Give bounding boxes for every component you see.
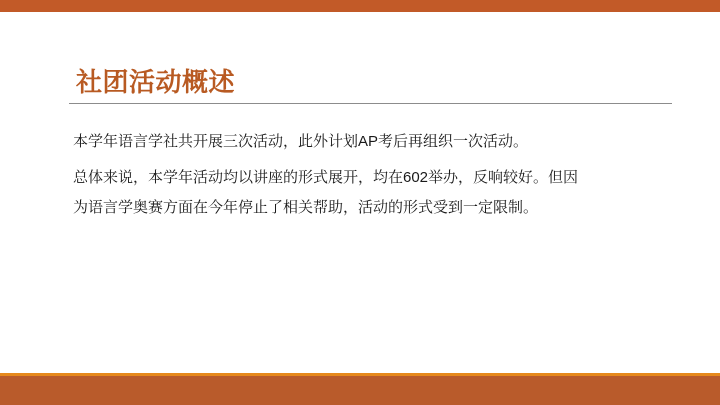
bottom-bar <box>0 376 720 405</box>
slide-body <box>73 127 653 223</box>
title-divider <box>69 103 672 104</box>
top-accent-bar <box>0 0 720 12</box>
body-paragraph-2-line-1: 总体来说，本学年活动均以讲座的形式展开，均在602举办，反响较好。但因 <box>73 169 579 186</box>
body-paragraph-2-line-2: 为语言学奥赛方面在今年停止了相关帮助，活动的形式受到一定限制。 <box>73 199 539 216</box>
body-paragraph-1 <box>73 127 653 157</box>
body-paragraph-1-line-1: 本学年语言学社共开展三次活动，此外计划AP考后再组织一次活动。 <box>73 133 529 150</box>
slide-title: 社团活动概述 <box>76 68 236 98</box>
body-paragraph-2 <box>73 163 653 223</box>
